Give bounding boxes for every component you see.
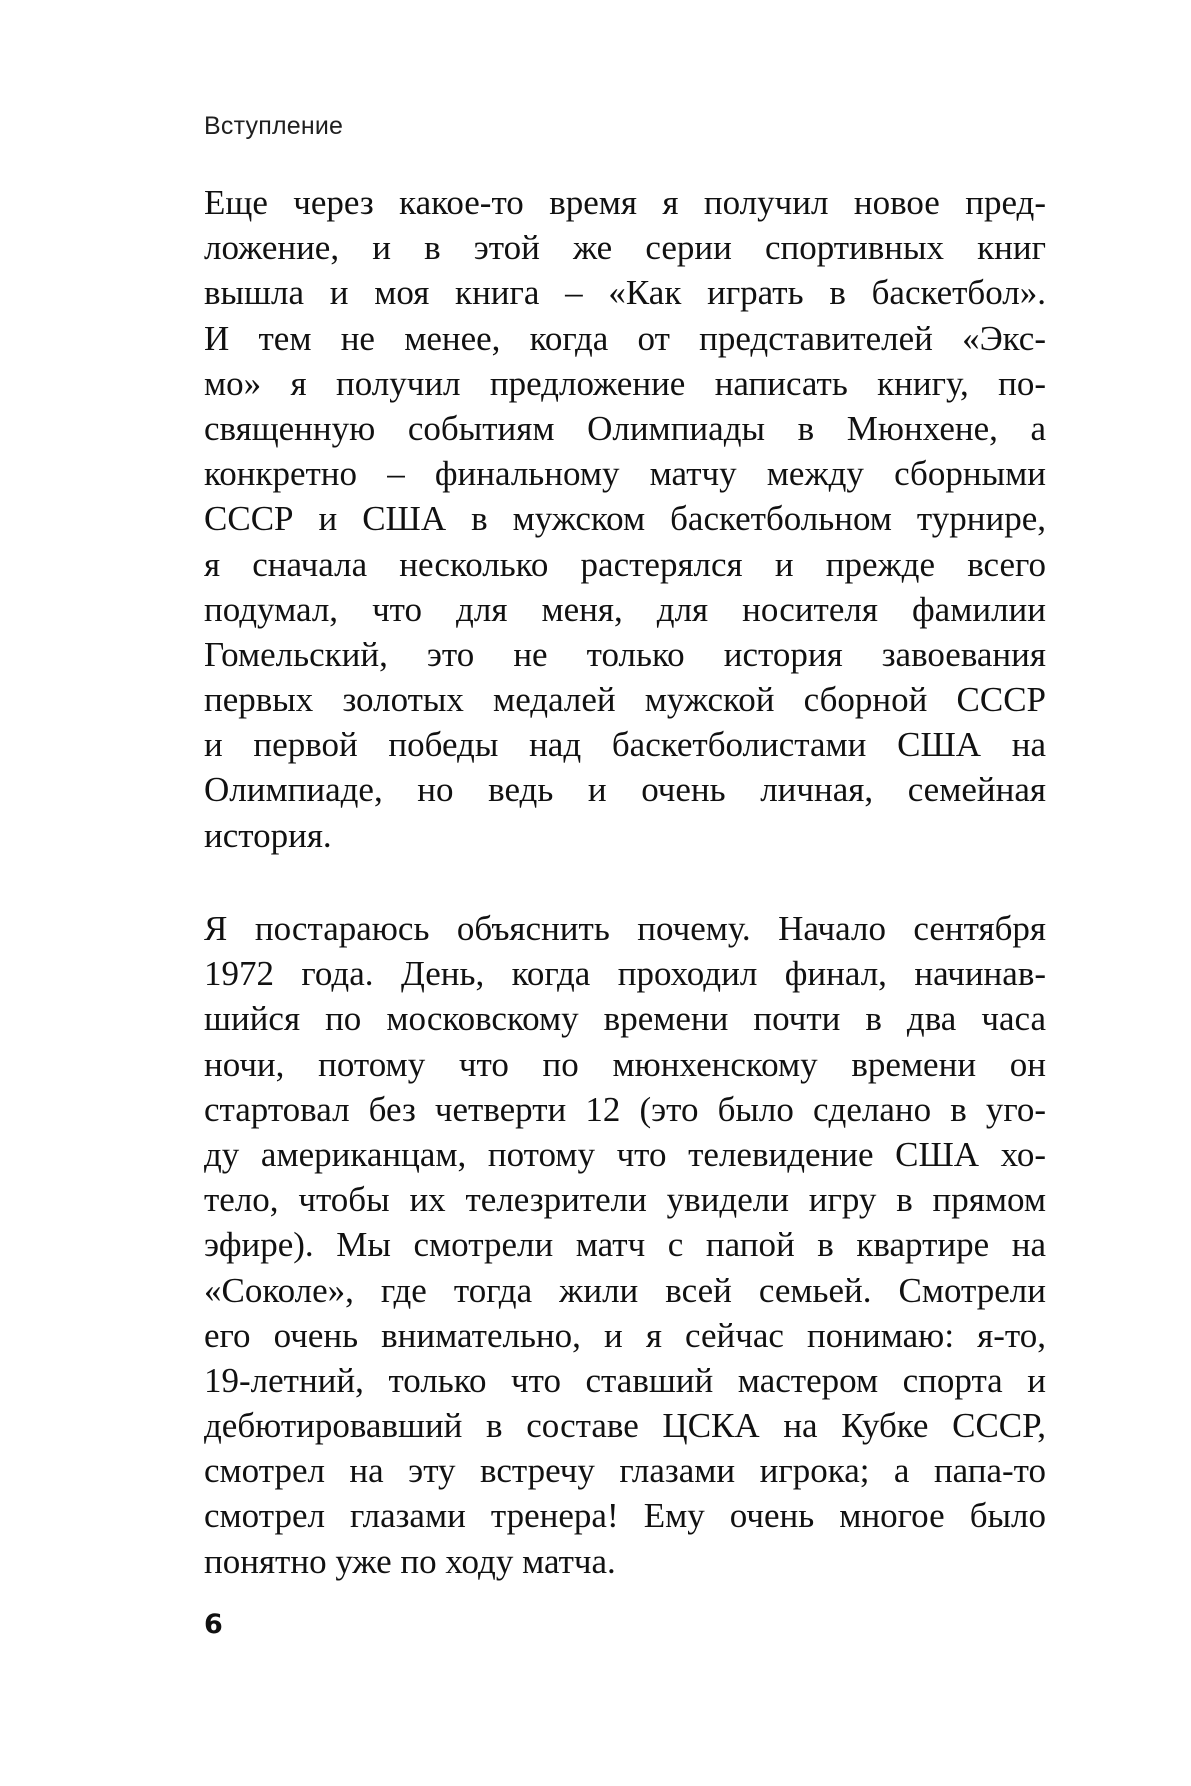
text-line: тело, чтобы их телезрители увидели игру в прямом [204,1180,1046,1220]
text-line-last: история. [204,815,332,855]
text-line: смотрел на эту встречу глазами игрока; а папа-то [204,1451,1046,1491]
running-head-title: Вступление [204,112,344,140]
paragraph-1 [204,180,1046,858]
text-line: ложение, и в этой же серии спортивных книг [204,228,1046,268]
text-line: священную событиям Олимпиады в Мюнхене, а [204,408,1046,448]
text-line: подумал, что для меня, для носителя фамилии [204,589,1046,629]
text-line: ночи, потому что по мюнхенскому времени он [204,1044,1046,1084]
text-line: ду американцам, потому что телевидение США хо- [204,1134,1046,1174]
text-line: Олимпиаде, но ведь и очень личная, семейная [204,770,1046,810]
text-line-last: понятно уже по ходу матча. [204,1541,616,1581]
text-line: «Соколе», где тогда жили всей семьей. Смотрели [204,1270,1046,1310]
text-line: 1972 года. День, когда проходил финал, начинав- [204,954,1046,994]
text-line: эфире). Мы смотрели матч с папой в квартире на [204,1225,1046,1265]
text-line: первых золотых медалей мужской сборной СССР [204,680,1046,720]
text-line: стартовал без четверти 12 (это было сделано в уго- [204,1089,1046,1129]
text-line: вышла и моя книга – «Как играть в баскетбол». [204,273,1046,313]
text-line: дебютировавший в составе ЦСКА на Кубке СССР, [204,1406,1046,1446]
text-line: я сначала несколько растерялся и прежде всего [204,544,1046,584]
text-line: 19-летний, только что ставший мастером спорта и [204,1360,1046,1400]
text-line: конкретно – финальному матчу между сборными [204,454,1046,494]
text-line: и первой победы над баскетболистами США на [204,725,1046,765]
text-line: СССР и США в мужском баскетбольном турнире, [204,499,1046,539]
text-line: Еще через какое-то время я получил новое пред- [204,183,1046,222]
text-line: Гомельский, это не только история завоевания [204,634,1046,674]
text-line: смотрел глазами тренера! Ему очень многое было [204,1496,1046,1536]
text-line: его очень внимательно, и я сейчас понимаю: я-то, [204,1315,1046,1355]
paragraph-2 [204,906,1046,1584]
text-line: шийся по московскому времени почти в два часа [204,999,1046,1039]
text-line: Я постараюсь объяснить почему. Начало сентября [204,909,1046,948]
page-number: 6 [204,1609,223,1640]
text-line: мо» я получил предложение написать книгу, по- [204,363,1046,403]
text-line: И тем не менее, когда от представителей «Экс- [204,318,1046,358]
